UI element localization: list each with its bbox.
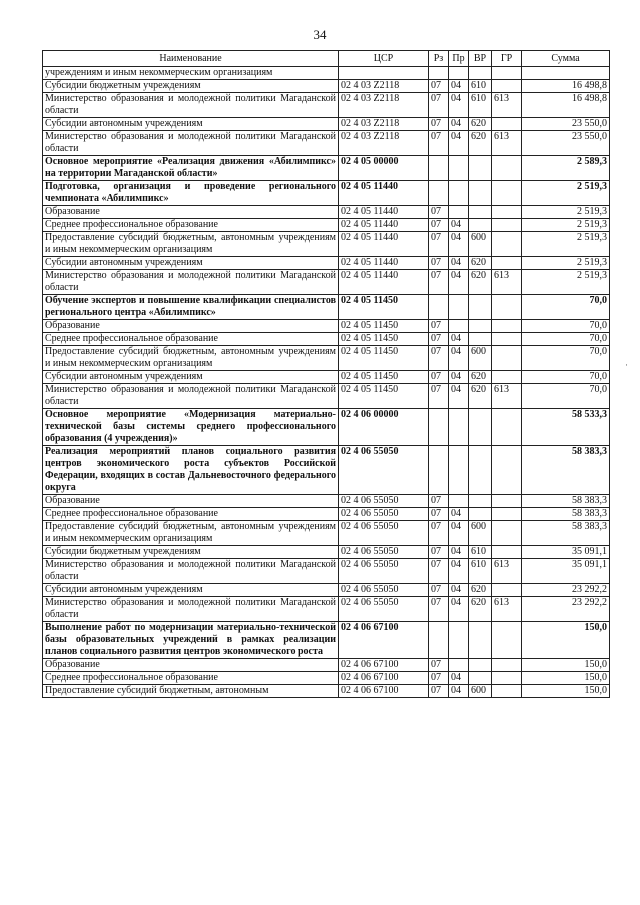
- cell-name: Министерство образования и молодежной политики Магаданской области: [43, 93, 339, 118]
- cell-vr: [469, 495, 492, 508]
- cell-pr: [449, 659, 469, 672]
- cell-pr: [449, 495, 469, 508]
- cell-name: Субсидии автономным учреждениям: [43, 371, 339, 384]
- cell-gr: [492, 80, 522, 93]
- cell-name: Предоставление субсидий бюджетным, автономным учреждениям и иным некоммерческим организациям: [43, 346, 339, 371]
- cell-gr: [492, 118, 522, 131]
- cell-sum: 58 383,3: [522, 521, 610, 546]
- cell-csr: [339, 67, 429, 80]
- cell-vr: 620: [469, 597, 492, 622]
- table-row: [43, 508, 610, 521]
- cell-csr: 02 4 05 11450: [339, 333, 429, 346]
- cell-gr: [492, 685, 522, 698]
- cell-vr: 610: [469, 559, 492, 584]
- cell-vr: [469, 446, 492, 495]
- table-row: [43, 131, 610, 156]
- cell-csr: 02 4 06 67100: [339, 685, 429, 698]
- cell-csr: 02 4 06 55050: [339, 521, 429, 546]
- cell-gr: [492, 295, 522, 320]
- cell-name: Среднее профессиональное образование: [43, 333, 339, 346]
- cell-name: Основное мероприятие «Модернизация материально-технической базы системы среднего профессионального образования (4 учреждения)»: [43, 409, 339, 446]
- table-row: [43, 597, 610, 622]
- cell-sum: [522, 67, 610, 80]
- cell-sum: 70,0: [522, 320, 610, 333]
- cell-pr: 04: [449, 93, 469, 118]
- table-row: [43, 270, 610, 295]
- table-row: [43, 118, 610, 131]
- cell-csr: 02 4 06 00000: [339, 409, 429, 446]
- cell-name: Образование: [43, 495, 339, 508]
- cell-vr: 620: [469, 131, 492, 156]
- cell-gr: [492, 659, 522, 672]
- cell-name: Министерство образования и молодежной политики Магаданской области: [43, 559, 339, 584]
- table-row: [43, 672, 610, 685]
- table-row: [43, 80, 610, 93]
- cell-name: Образование: [43, 320, 339, 333]
- cell-sum: 58 383,3: [522, 495, 610, 508]
- cell-gr: [492, 219, 522, 232]
- cell-sum: 2 589,3: [522, 156, 610, 181]
- cell-sum: 58 533,3: [522, 409, 610, 446]
- cell-rz: [429, 181, 449, 206]
- cell-gr: [492, 320, 522, 333]
- cell-vr: [469, 156, 492, 181]
- cell-rz: 07: [429, 346, 449, 371]
- table-row: [43, 371, 610, 384]
- table-row: [43, 219, 610, 232]
- cell-csr: 02 4 05 11450: [339, 371, 429, 384]
- cell-sum: 2 519,3: [522, 257, 610, 270]
- table-row: [43, 257, 610, 270]
- cell-pr: 04: [449, 232, 469, 257]
- cell-vr: 600: [469, 685, 492, 698]
- cell-gr: [492, 446, 522, 495]
- cell-gr: 613: [492, 270, 522, 295]
- cell-name: Реализация мероприятий планов социального развития центров экономического роста субъектов Российской Федерации, входящих в состав Дальневосточного федерального округа: [43, 446, 339, 495]
- cell-vr: 620: [469, 118, 492, 131]
- cell-rz: 07: [429, 685, 449, 698]
- table-row: [43, 446, 610, 495]
- cell-vr: 620: [469, 257, 492, 270]
- table-row: [43, 584, 610, 597]
- cell-rz: 07: [429, 118, 449, 131]
- cell-rz: 07: [429, 206, 449, 219]
- cell-gr: [492, 495, 522, 508]
- cell-name: Министерство образования и молодежной политики Магаданской области: [43, 597, 339, 622]
- cell-gr: [492, 622, 522, 659]
- cell-name: Министерство образования и молодежной политики Магаданской области: [43, 131, 339, 156]
- cell-rz: 07: [429, 546, 449, 559]
- cell-rz: 07: [429, 597, 449, 622]
- cell-name: Субсидии бюджетным учреждениям: [43, 546, 339, 559]
- cell-gr: [492, 584, 522, 597]
- cell-gr: [492, 156, 522, 181]
- cell-pr: [449, 409, 469, 446]
- cell-rz: 07: [429, 495, 449, 508]
- scan-dot-mark: ·: [625, 360, 628, 370]
- cell-pr: [449, 181, 469, 206]
- table-header: [43, 51, 610, 67]
- cell-sum: 35 091,1: [522, 559, 610, 584]
- cell-csr: 02 4 05 11440: [339, 270, 429, 295]
- cell-gr: 613: [492, 559, 522, 584]
- header-row: [43, 51, 610, 67]
- cell-csr: 02 4 06 67100: [339, 622, 429, 659]
- cell-name: Выполнение работ по модернизации материально-технической базы образовательных учреждений в рамках реализации планов социального развития центров экономического роста: [43, 622, 339, 659]
- cell-rz: 07: [429, 232, 449, 257]
- cell-name: Министерство образования и молодежной политики Магаданской области: [43, 384, 339, 409]
- cell-csr: 02 4 05 11440: [339, 206, 429, 219]
- header-name: Наименование: [43, 51, 339, 67]
- cell-gr: [492, 206, 522, 219]
- cell-rz: 07: [429, 219, 449, 232]
- cell-sum: 2 519,3: [522, 232, 610, 257]
- cell-vr: [469, 659, 492, 672]
- cell-gr: [492, 409, 522, 446]
- cell-csr: 02 4 05 11450: [339, 320, 429, 333]
- cell-csr: 02 4 06 55050: [339, 446, 429, 495]
- cell-name: Среднее профессиональное образование: [43, 672, 339, 685]
- cell-csr: 02 4 05 11450: [339, 346, 429, 371]
- cell-vr: 620: [469, 584, 492, 597]
- table-row: [43, 232, 610, 257]
- header-csr: ЦСР: [339, 51, 429, 67]
- table-row: [43, 546, 610, 559]
- cell-pr: 04: [449, 346, 469, 371]
- cell-name: Подготовка, организация и проведение регионального чемпионата «Абилимпикс»: [43, 181, 339, 206]
- cell-sum: 58 383,3: [522, 508, 610, 521]
- cell-rz: 07: [429, 131, 449, 156]
- cell-vr: 620: [469, 270, 492, 295]
- cell-pr: 04: [449, 80, 469, 93]
- cell-rz: 07: [429, 333, 449, 346]
- cell-pr: 04: [449, 384, 469, 409]
- cell-name: Обучение экспертов и повышение квалификации специалистов регионального центра «Абилимпикс»: [43, 295, 339, 320]
- cell-gr: 613: [492, 597, 522, 622]
- table-row: [43, 685, 610, 698]
- table-row: [43, 333, 610, 346]
- cell-name: Среднее профессиональное образование: [43, 508, 339, 521]
- cell-vr: [469, 409, 492, 446]
- cell-sum: 2 519,3: [522, 219, 610, 232]
- cell-pr: [449, 206, 469, 219]
- cell-csr: 02 4 05 11440: [339, 181, 429, 206]
- header-rz: Рз: [429, 51, 449, 67]
- cell-sum: 70,0: [522, 333, 610, 346]
- cell-rz: [429, 67, 449, 80]
- cell-pr: 04: [449, 118, 469, 131]
- cell-rz: [429, 295, 449, 320]
- cell-csr: 02 4 06 67100: [339, 659, 429, 672]
- cell-rz: [429, 156, 449, 181]
- cell-rz: 07: [429, 93, 449, 118]
- cell-csr: 02 4 06 55050: [339, 597, 429, 622]
- cell-sum: 150,0: [522, 672, 610, 685]
- cell-rz: 07: [429, 659, 449, 672]
- cell-pr: 04: [449, 584, 469, 597]
- cell-gr: [492, 546, 522, 559]
- cell-gr: [492, 67, 522, 80]
- cell-rz: [429, 622, 449, 659]
- cell-vr: [469, 295, 492, 320]
- table-row: [43, 622, 610, 659]
- cell-csr: 02 4 06 55050: [339, 546, 429, 559]
- cell-vr: [469, 622, 492, 659]
- cell-pr: 04: [449, 219, 469, 232]
- cell-sum: 35 091,1: [522, 546, 610, 559]
- cell-sum: 23 292,2: [522, 584, 610, 597]
- cell-pr: 04: [449, 333, 469, 346]
- page-number: 34: [313, 27, 327, 42]
- table-row: [43, 521, 610, 546]
- cell-sum: 16 498,8: [522, 93, 610, 118]
- cell-name: Субсидии автономным учреждениям: [43, 584, 339, 597]
- cell-rz: [429, 446, 449, 495]
- cell-csr: 02 4 03 Z2118: [339, 118, 429, 131]
- budget-table: [42, 50, 610, 698]
- table-row: [43, 659, 610, 672]
- cell-name: Субсидии бюджетным учреждениям: [43, 80, 339, 93]
- cell-sum: 16 498,8: [522, 80, 610, 93]
- cell-gr: [492, 346, 522, 371]
- cell-gr: [492, 521, 522, 546]
- cell-gr: [492, 232, 522, 257]
- cell-vr: [469, 181, 492, 206]
- cell-vr: 620: [469, 384, 492, 409]
- cell-rz: 07: [429, 80, 449, 93]
- cell-csr: 02 4 03 Z2118: [339, 93, 429, 118]
- table-row: [43, 93, 610, 118]
- table-row: [43, 181, 610, 206]
- cell-gr: [492, 333, 522, 346]
- cell-gr: 613: [492, 384, 522, 409]
- cell-pr: [449, 320, 469, 333]
- cell-gr: [492, 672, 522, 685]
- cell-sum: 70,0: [522, 346, 610, 371]
- cell-name: Основное мероприятие «Реализация движения «Абилимпикс» на территории Магаданской области»: [43, 156, 339, 181]
- cell-pr: 04: [449, 559, 469, 584]
- cell-rz: 07: [429, 672, 449, 685]
- cell-gr: 613: [492, 93, 522, 118]
- header-gr: ГР: [492, 51, 522, 67]
- cell-vr: 620: [469, 371, 492, 384]
- table-row: [43, 384, 610, 409]
- table-row: [43, 559, 610, 584]
- cell-pr: 04: [449, 672, 469, 685]
- cell-name: учреждениям и иным некоммерческим организациям: [43, 67, 339, 80]
- cell-pr: 04: [449, 685, 469, 698]
- cell-csr: 02 4 03 Z2118: [339, 131, 429, 156]
- cell-sum: 70,0: [522, 384, 610, 409]
- cell-vr: [469, 219, 492, 232]
- cell-sum: 23 292,2: [522, 597, 610, 622]
- cell-pr: [449, 446, 469, 495]
- cell-vr: 610: [469, 80, 492, 93]
- cell-vr: [469, 333, 492, 346]
- cell-rz: 07: [429, 384, 449, 409]
- cell-vr: 600: [469, 232, 492, 257]
- cell-csr: 02 4 06 55050: [339, 584, 429, 597]
- cell-pr: 04: [449, 546, 469, 559]
- cell-name: Образование: [43, 206, 339, 219]
- cell-pr: 04: [449, 257, 469, 270]
- cell-vr: 610: [469, 93, 492, 118]
- cell-pr: [449, 622, 469, 659]
- cell-rz: 07: [429, 320, 449, 333]
- cell-csr: 02 4 06 55050: [339, 559, 429, 584]
- cell-csr: 02 4 05 11450: [339, 384, 429, 409]
- cell-csr: 02 4 05 00000: [339, 156, 429, 181]
- table-body: [43, 67, 610, 698]
- cell-csr: 02 4 05 11440: [339, 219, 429, 232]
- table-row: [43, 156, 610, 181]
- cell-sum: 150,0: [522, 685, 610, 698]
- header-sum: Сумма: [522, 51, 610, 67]
- cell-name: Среднее профессиональное образование: [43, 219, 339, 232]
- cell-name: Образование: [43, 659, 339, 672]
- cell-name: Предоставление субсидий бюджетным, автономным учреждениям и иным некоммерческим организациям: [43, 521, 339, 546]
- cell-vr: 600: [469, 521, 492, 546]
- cell-rz: 07: [429, 508, 449, 521]
- cell-sum: 2 519,3: [522, 181, 610, 206]
- cell-csr: 02 4 06 67100: [339, 672, 429, 685]
- table-row: [43, 409, 610, 446]
- cell-vr: [469, 206, 492, 219]
- cell-vr: 600: [469, 346, 492, 371]
- cell-rz: [429, 409, 449, 446]
- cell-pr: 04: [449, 508, 469, 521]
- cell-vr: [469, 508, 492, 521]
- cell-csr: 02 4 05 11440: [339, 257, 429, 270]
- cell-pr: [449, 67, 469, 80]
- cell-gr: [492, 257, 522, 270]
- cell-sum: 70,0: [522, 371, 610, 384]
- header-pr: Пр: [449, 51, 469, 67]
- cell-gr: [492, 181, 522, 206]
- cell-sum: 2 519,3: [522, 206, 610, 219]
- cell-name: Субсидии автономным учреждениям: [43, 257, 339, 270]
- cell-name: Предоставление субсидий бюджетным, автономным: [43, 685, 339, 698]
- cell-rz: 07: [429, 559, 449, 584]
- cell-sum: 70,0: [522, 295, 610, 320]
- cell-sum: 150,0: [522, 659, 610, 672]
- cell-gr: [492, 508, 522, 521]
- cell-name: Министерство образования и молодежной политики Магаданской области: [43, 270, 339, 295]
- cell-pr: 04: [449, 131, 469, 156]
- cell-rz: 07: [429, 371, 449, 384]
- cell-sum: 23 550,0: [522, 131, 610, 156]
- table-row: [43, 320, 610, 333]
- cell-gr: [492, 371, 522, 384]
- table-row: [43, 67, 610, 80]
- cell-name: Предоставление субсидий бюджетным, автономным учреждениям и иным некоммерческим организациям: [43, 232, 339, 257]
- table-row: [43, 346, 610, 371]
- cell-csr: 02 4 03 Z2118: [339, 80, 429, 93]
- cell-sum: 58 383,3: [522, 446, 610, 495]
- cell-pr: 04: [449, 597, 469, 622]
- table-row: [43, 295, 610, 320]
- cell-csr: 02 4 06 55050: [339, 508, 429, 521]
- cell-vr: [469, 672, 492, 685]
- table-row: [43, 495, 610, 508]
- cell-gr: 613: [492, 131, 522, 156]
- header-vr: ВР: [469, 51, 492, 67]
- cell-rz: 07: [429, 270, 449, 295]
- cell-csr: 02 4 05 11440: [339, 232, 429, 257]
- cell-pr: 04: [449, 521, 469, 546]
- cell-csr: 02 4 06 55050: [339, 495, 429, 508]
- cell-pr: 04: [449, 371, 469, 384]
- cell-vr: [469, 320, 492, 333]
- cell-rz: 07: [429, 257, 449, 270]
- cell-sum: 150,0: [522, 622, 610, 659]
- cell-rz: 07: [429, 584, 449, 597]
- cell-sum: 2 519,3: [522, 270, 610, 295]
- cell-pr: [449, 156, 469, 181]
- cell-sum: 23 550,0: [522, 118, 610, 131]
- table-row: [43, 206, 610, 219]
- cell-csr: 02 4 05 11450: [339, 295, 429, 320]
- cell-vr: [469, 67, 492, 80]
- cell-name: Субсидии автономным учреждениям: [43, 118, 339, 131]
- cell-rz: 07: [429, 521, 449, 546]
- cell-pr: 04: [449, 270, 469, 295]
- cell-vr: 610: [469, 546, 492, 559]
- cell-pr: [449, 295, 469, 320]
